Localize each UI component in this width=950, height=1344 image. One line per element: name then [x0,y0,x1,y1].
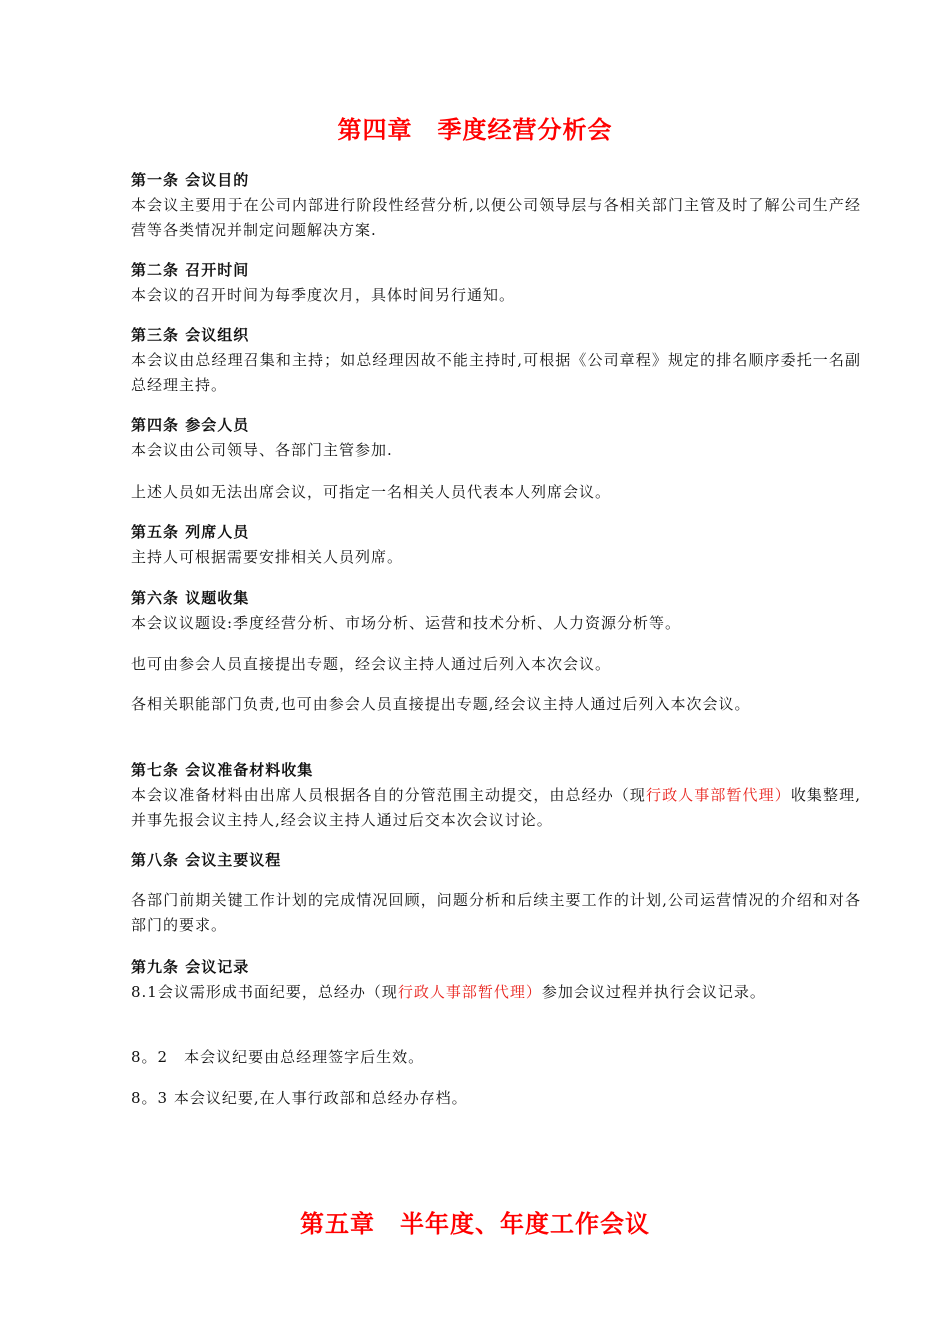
article-2 [131,258,861,308]
article-6-paragraph-3: 各相关职能部门负责,也可由参会人员直接提出专题,经会议主持人通过后列入本次会议。 [131,695,751,713]
article-7-text-before: 本会议准备材料由出席人员根据各自的分管范围主动提交，由总经办（现 [131,786,646,804]
article-3 [131,323,861,398]
chapter-4-title: 第四章 季度经营分析会 [337,116,613,144]
article-9 [131,955,861,1005]
article-6 [131,586,861,636]
article-6-continued-2 [131,692,861,717]
article-3-paragraph: 本会议由总经理召集和主持；如总经理因故不能主持时,可根据《公司章程》规定的排名顺序委托一名副总经理主持。 [131,351,861,394]
article-7-text-after: 收集整理,并事先报会议主持人,经会议主持人通过后交本次会议讨论。 [131,786,861,829]
article-6-paragraph-2: 也可由参会人员直接提出专题，经会议主持人通过后列入本次会议。 [131,655,612,673]
article-9-text-before: 8.1会议需形成书面纪要，总经办（现 [131,983,398,1001]
article-9-heading: 第九条 会议记录 [131,958,250,976]
article-8-heading: 第八条 会议主要议程 [131,851,282,869]
article-8-paragraph: 各部门前期关键工作计划的完成情况回顾，问题分析和后续主要工作的计划,公司运营情况的介绍和对各部门的要求。 [131,891,861,934]
article-6-paragraph-1: 本会议议题设:季度经营分析、市场分析、运营和技术分析、人力资源分析等。 [131,614,682,632]
article-9-paragraph-1 [131,980,861,1005]
article-8-body [131,888,861,938]
article-5-paragraph: 主持人可根据需要安排相关人员列席。 [131,548,404,566]
chapter-5-title: 第五章 半年度、年度工作会议 [300,1210,650,1238]
article-4-paragraph-2: 上述人员如无法出席会议，可指定一名相关人员代表本人列席会议。 [131,483,612,501]
article-9-continued-1 [131,1045,861,1070]
article-2-paragraph: 本会议的召开时间为每季度次月，具体时间另行通知。 [131,286,516,304]
article-6-heading: 第六条 议题收集 [131,589,250,607]
article-2-heading: 第二条 召开时间 [131,261,250,279]
article-1-paragraph: 本会议主要用于在公司内部进行阶段性经营分析,以便公司领导层与各相关部门主管及时了解公司生产经营等各类情况并制定问题解决方案. [131,196,861,239]
article-5 [131,520,861,570]
article-4-paragraph-1: 本会议由公司领导、各部门主管参加. [131,441,393,459]
article-4-continued [131,480,861,505]
article-6-continued-1 [131,652,861,677]
article-3-heading: 第三条 会议组织 [131,326,250,344]
article-9-highlight: 行政人事部暂代理） [397,983,542,1001]
article-1 [131,168,861,243]
article-8 [131,848,861,873]
article-5-heading: 第五条 列席人员 [131,523,250,541]
article-4 [131,413,861,463]
article-9-paragraph-2: 8。2 本会议纪要由总经理签字后生效。 [131,1048,425,1066]
article-4-heading: 第四条 参会人员 [131,416,250,434]
article-7-highlight: 行政人事部暂代理） [645,786,791,804]
article-7-heading: 第七条 会议准备材料收集 [131,761,314,779]
article-7 [131,758,861,833]
article-9-text-after: 参加会议过程并执行会议记录。 [541,983,766,1001]
article-7-paragraph [131,783,861,833]
article-9-continued-2 [131,1086,861,1111]
article-1-heading: 第一条 会议目的 [131,171,250,189]
article-9-paragraph-3: 8。3 本会议纪要,在人事行政部和总经办存档。 [131,1089,468,1107]
